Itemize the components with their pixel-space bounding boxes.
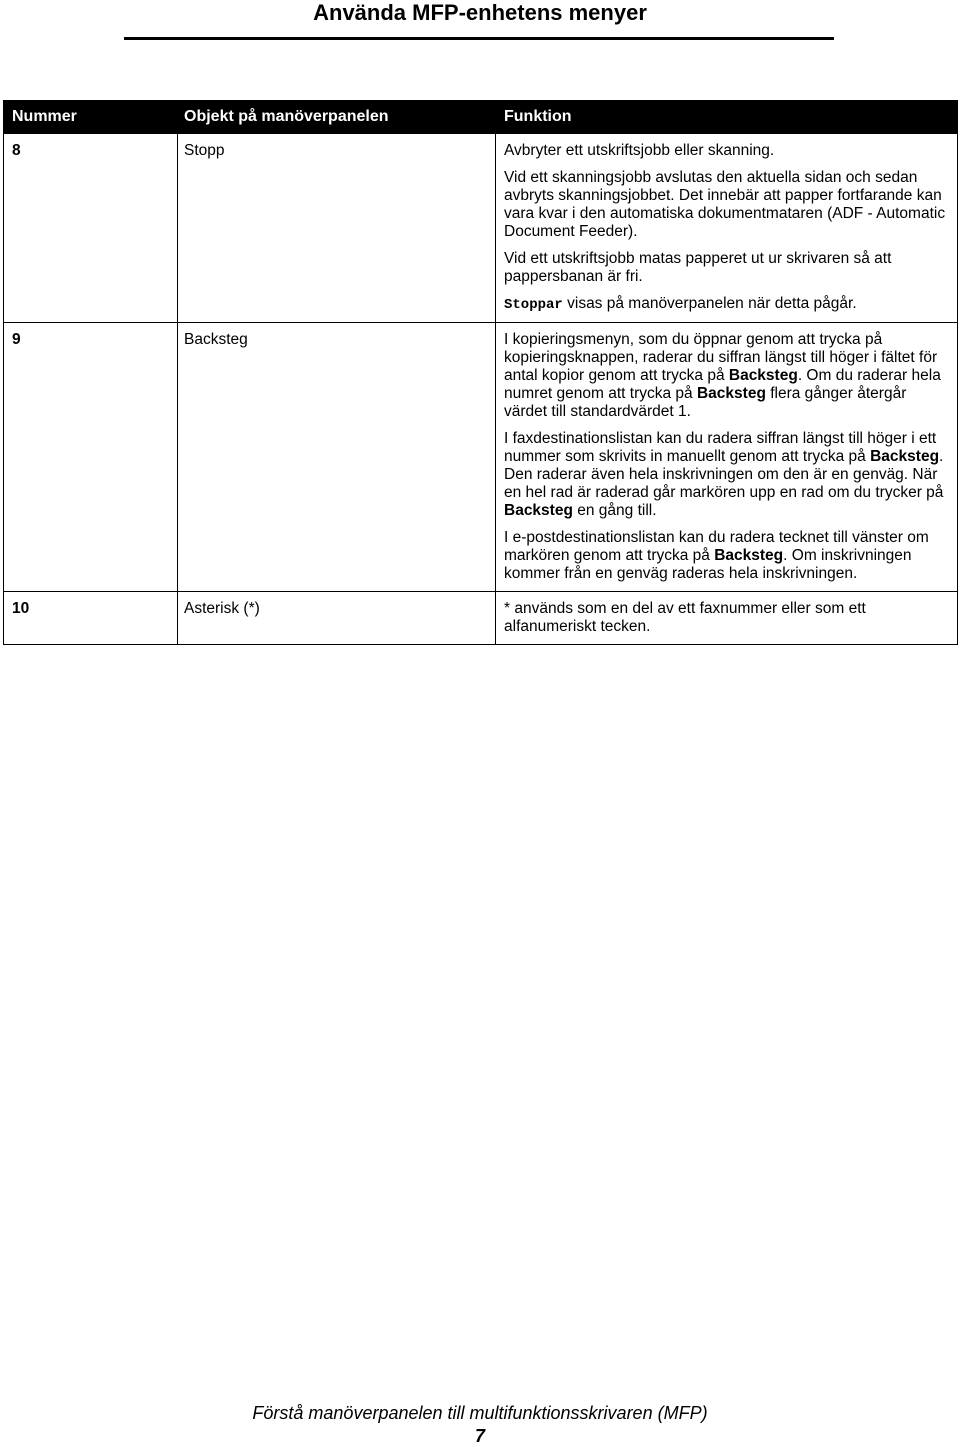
page-title: Använda MFP-enhetens menyer [313, 0, 647, 25]
function-text: I e-postdestinationslistan kan du radera tecknet till vänster om markören genom att trycka på [504, 529, 929, 564]
row-function [496, 323, 958, 592]
function-text: . Den raderar även hela inskrivningen om den är en genväg. När en hel rad är raderad går markören upp en rad om du trycker på [504, 448, 944, 501]
function-paragraph: Vid ett skanningsjobb avslutas den aktuella sidan och sedan avbryts skanningsjobbet. Det innebär att papper fortfarande kan vara kvar i den automatiska dokumentmataren (ADF - Automatic Document Feeder). [504, 169, 946, 240]
key-name: Backsteg [870, 448, 940, 465]
function-paragraph [504, 529, 953, 583]
function-paragraph: Avbryter ett utskriftsjobb eller skanning. [504, 142, 775, 159]
row-object: Stopp [178, 134, 496, 323]
function-text: I faxdestinationslistan kan du radera siffran längst till höger i ett nummer som skrivits in manuellt genom att trycka på [504, 430, 937, 465]
function-paragraph [504, 430, 953, 520]
footer-title: Förstå manöverpanelen till multifunktionsskrivaren (MFP) [252, 1403, 708, 1423]
row-number: 10 [4, 592, 178, 645]
page-number: 7 [474, 1426, 485, 1446]
function-text: I kopieringsmenyn, som du öppnar genom att trycka på kopieringsknappen, raderar du siffran längst till höger i fältet för antal kopior genom att trycka på [504, 331, 938, 384]
row-object: Backsteg [178, 323, 496, 592]
title-rule [124, 37, 834, 40]
key-name: Backsteg [504, 502, 573, 519]
key-name: Backsteg [696, 385, 766, 402]
column-header-object: Objekt på manöverpanelen [178, 101, 496, 134]
table-row [4, 134, 958, 323]
function-text: flera gånger återgår värdet till standardvärdet 1. [504, 385, 907, 420]
function-text: . Om inskrivningen kommer från en genväg raderas hela inskrivningen. [504, 547, 912, 582]
table-row [4, 323, 958, 592]
function-paragraph [504, 331, 953, 421]
row-function [496, 592, 958, 645]
key-name: Backsteg [728, 367, 798, 384]
function-text: visas på manöverpanelen när detta pågår. [562, 295, 857, 312]
function-text: en gång till. [572, 502, 657, 519]
column-header-number: Nummer [4, 101, 178, 134]
table-header-row [4, 101, 958, 134]
row-object: Asterisk (*) [178, 592, 496, 645]
function-paragraph: Vid ett utskriftsjobb matas papperet ut ur skrivaren så att pappersbanan är fri. [504, 250, 892, 285]
row-function [496, 134, 958, 323]
table-row [4, 592, 958, 645]
key-name: Backsteg [714, 547, 784, 564]
function-table [3, 100, 958, 645]
function-paragraph: * används som en del av ett faxnummer eller som ett alfanumeriskt tecken. [504, 600, 866, 635]
column-header-function: Funktion [496, 101, 958, 134]
function-paragraph [504, 295, 953, 314]
function-text: . Om du raderar hela numret genom att trycka på [504, 367, 941, 402]
display-message: Stoppar [504, 297, 563, 313]
row-number: 8 [4, 134, 178, 323]
row-number: 9 [4, 323, 178, 592]
